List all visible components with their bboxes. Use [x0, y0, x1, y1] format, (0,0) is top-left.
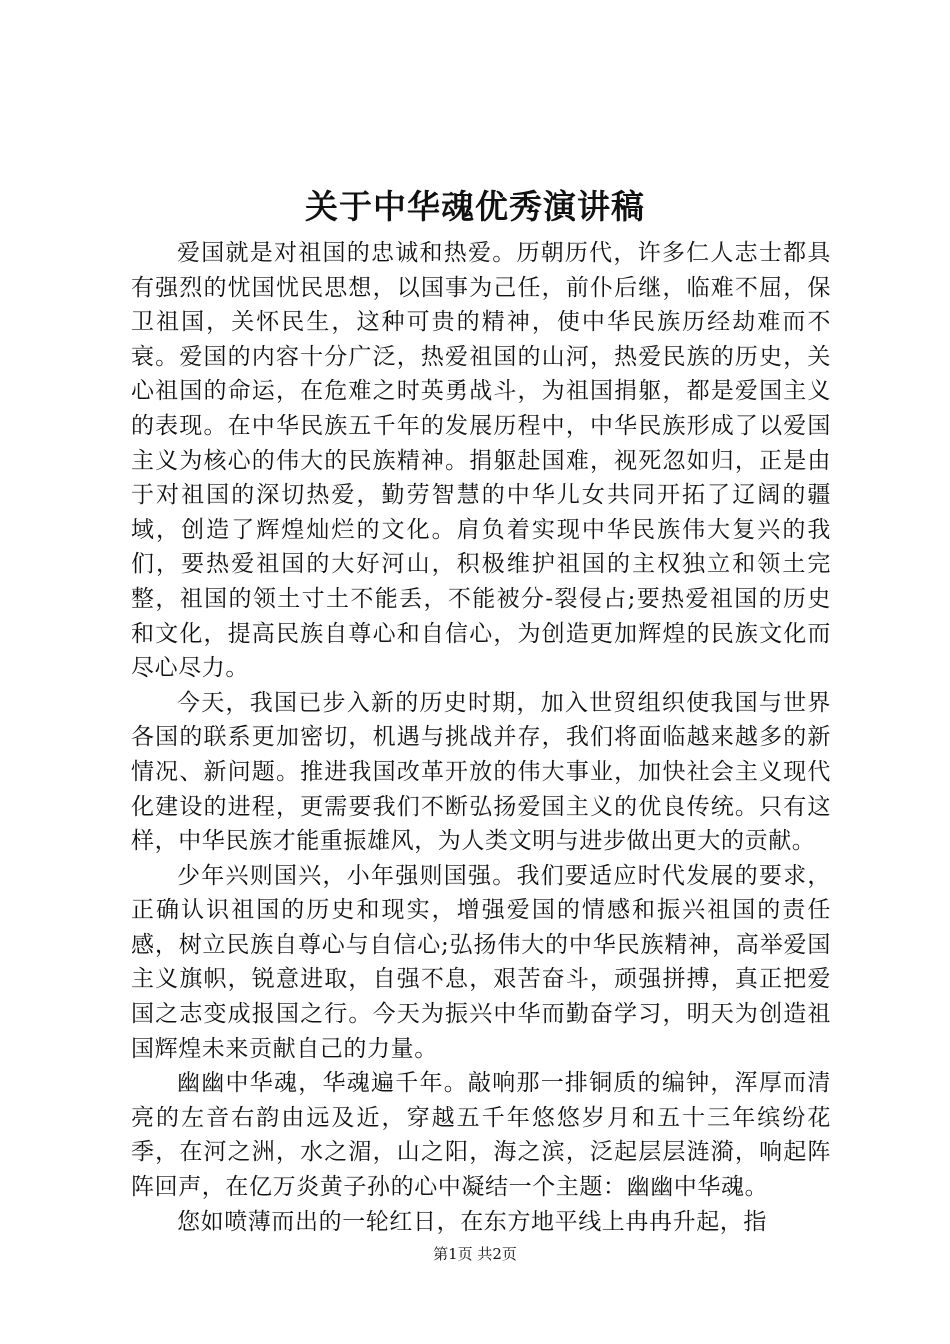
paragraph: 您如喷薄而出的一轮红日，在东方地平线上冉冉升起，指	[177, 1208, 767, 1235]
paragraph: 幽幽中华魂，华魂遍千年。敲响那一排铜质的编钟，浑厚而清亮的左音右韵由远及近，穿越五千年悠悠岁月和五十三年缤纷花季，在河之洲，水之湄，山之阳，海之滨，泛起层层涟漪，响起阵阵回声，在亿万炎黄子孙的心中凝结一个主题：幽幽中华魂。	[131, 1070, 831, 1201]
paragraph: 少年兴则国兴，小年强则国强。我们要适应时代发展的要求，正确认识祖国的历史和现实，增强爱国的情感和振兴祖国的责任感，树立民族自尊心与自信心;弘扬伟大的中华民族精神，高举爱国主义旗帜，锐意进取，自强不息，艰苦奋斗，顽强拼搏，真正把爱国之志变成报国之行。今天为振兴中华而勤奋学习，明天为创造祖国辉煌未来贡献自己的力量。	[131, 862, 831, 1062]
page-indicator: 第1页 共2页	[433, 1245, 517, 1263]
page-footer	[0, 1243, 950, 1265]
paragraph: 爱国就是对祖国的忠诚和热爱。历朝历代，许多仁人志士都具有强烈的忧国忧民思想，以国事为己任，前仆后继，临难不屈，保卫祖国，关怀民生，这种可贵的精神，使中华民族历经劫难而不衰。爱国的内容十分广泛，热爱祖国的山河，热爱民族的历史，关心祖国的命运，在危难之时英勇战斗，为祖国捐躯，都是爱国主义的表现。在中华民族五千年的发展历程中，中华民族形成了以爱国主义为核心的伟大的民族精神。捐躯赴国难，视死忽如归，正是由于对祖国的深切热爱，勤劳智慧的中华儿女共同开拓了辽阔的疆域，创造了辉煌灿烂的文化。肩负着实现中华民族伟大复兴的我们，要热爱祖国的大好河山，积极维护祖国的主权独立和领土完整，祖国的领土寸土不能丢，不能被分-裂侵占;要热爱祖国的历史和文化，提高民族自尊心和自信心，为创造更加辉煌的民族文化而尽心尽力。	[131, 240, 831, 682]
paragraph: 今天，我国已步入新的历史时期，加入世贸组织使我国与世界各国的联系更加密切，机遇与挑战并存，我们将面临越来越多的新情况、新问题。推进我国改革开放的伟大事业，加快社会主义现代化建设的进程，更需要我们不断弘扬爱国主义的优良传统。只有这样，中华民族才能重振雄风，为人类文明与进步做出更大的贡献。	[131, 689, 831, 855]
document-body	[131, 236, 831, 1239]
document-title: 关于中华魂优秀演讲稿	[305, 187, 645, 226]
